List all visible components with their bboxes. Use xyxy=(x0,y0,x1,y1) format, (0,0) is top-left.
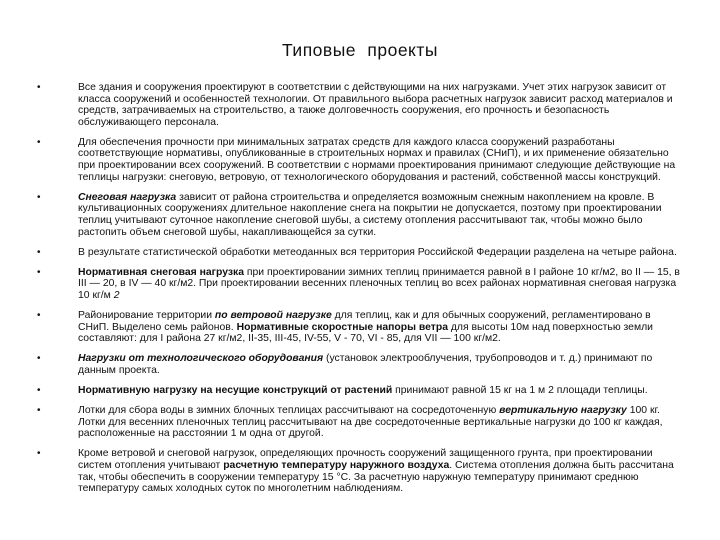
list-item xyxy=(0,448,720,494)
item-text: Районирование территории xyxy=(78,310,215,321)
list-item xyxy=(0,353,720,376)
item-text: для высоты 10м над поверхностью земли составляют: для I района 27 кг/м2, II-35, III-45, IV-55, V - 70, VI - 85, для VII — 100 кг/м2. xyxy=(78,321,653,345)
item-text: (установок электрооблучения, трубопроводов и т. д.) принимают по данным проекта. xyxy=(78,353,653,376)
item-text: Все здания и сооружения проектируют в соответствии с действующими на них нагрузками. Учет этих нагрузок зависит от класса сооружений и особенностей технологии. От правильного выбора расчетных нагрузок зависит расход материалов и средств, затрачиваемых на строительство, а также долговечность сооружения, его прочность и безопасность обслуживающего персонала. xyxy=(78,82,673,128)
list-item xyxy=(0,267,720,302)
item-text: при проектировании зимних теплиц принимается равной в I районе 10 кг/м2, во II — 15, в III — 20, в IV — 40 кг/м2. При проектировании весенних пленочных теплиц во всех районах нормативная снеговая нагрузка 10 кг/м xyxy=(78,266,680,301)
bullet-icon: • xyxy=(37,191,41,203)
list-item xyxy=(0,385,720,397)
bullet-icon: • xyxy=(37,353,41,365)
bullet-icon: • xyxy=(37,246,41,258)
slide-title: Типовые проекты xyxy=(282,40,438,60)
list-item xyxy=(0,310,720,345)
item-bold: расчетную температуру наружного воздуха xyxy=(223,459,450,471)
item-text: 100 кг. Лотки для весенних пленочных теплиц рассчитывают на две сосредоточенные вертикальные нагрузки до 100 кг каждая, расположенные на расстоянии 1 м одна от другой. xyxy=(78,405,663,440)
item-italic: 2 xyxy=(113,289,120,301)
bullet-icon: • xyxy=(37,448,41,460)
item-emphasis: вертикальную нагрузку xyxy=(499,405,627,417)
item-text: Для обеспечения прочности при минимальных затратах средств для каждого класса сооружений разработаны соответствующие нормативы, опубликованные в строительных нормах и правилах (СНиП), и их применение обязательно при проектировании всех сооружений. В соответствии с нормами проектирования принимают следующие действующие на теплицы нагрузки: снеговую, ветровую, от технологического оборудования и растений, собственной массы конструкций. xyxy=(78,136,676,183)
item-text: . Система отопления должна быть рассчитана так, чтобы обеспечить в сооружении температуру 15 °С. За расчетную наружную температуру принимают среднюю температуру самых холодных суток по многолетним наблюдениям. xyxy=(78,459,674,495)
bullet-icon: • xyxy=(37,310,41,321)
item-text: Лотки для сбора воды в зимних блочных теплицах рассчитывают на сосредоточенную xyxy=(78,405,500,417)
bullet-icon: • xyxy=(37,136,41,148)
item-emphasis: Снеговая нагрузка xyxy=(78,191,177,203)
list-item xyxy=(0,82,720,128)
bullet-icon: • xyxy=(37,82,41,93)
list-item xyxy=(0,247,720,259)
item-text: для теплиц, как и для обычных сооружений, регламентировано в СНиП. Выделено семь районов. xyxy=(78,310,651,333)
bullet-list xyxy=(0,82,720,503)
item-text: В результате статистической обработки метеоданных вся территория Российской Федерации разделена на четыре района. xyxy=(78,246,677,258)
item-text: Кроме ветровой и снеговой нагрузок, определяющих прочность сооружений защищенного грунта, при проектировании систем отопления учитывают xyxy=(78,448,653,471)
bullet-icon: • xyxy=(37,384,41,396)
item-emphasis: по ветровой нагрузке xyxy=(214,310,332,321)
list-item xyxy=(0,405,720,440)
item-bold: Нормативную нагрузку на несущие конструкций от растений xyxy=(78,384,393,396)
list-item xyxy=(0,137,720,183)
item-bold: Нормативные скоростные напоры ветра xyxy=(236,321,448,333)
bullet-icon: • xyxy=(37,405,41,417)
item-bold: Нормативная снеговая нагрузка xyxy=(78,266,244,278)
bullet-icon: • xyxy=(37,266,41,278)
item-emphasis: Нагрузки от технологического оборудования xyxy=(78,353,324,365)
item-text: зависит от района строительства и определяется возможным снежным накоплением на кровле. В культивационных сооружениях длительное накопление снега на покрытии не допускается, поэтому при проектировании теплиц учитывают суточное накопление снеговой шубы, а систему отопления рассчитывают так, чтобы можно было растопить объем снеговой шубы, накапливающейся за сутки. xyxy=(78,191,662,238)
list-item xyxy=(0,192,720,238)
item-text: принимают равной 15 кг на 1 м 2 площади теплицы. xyxy=(392,384,648,396)
